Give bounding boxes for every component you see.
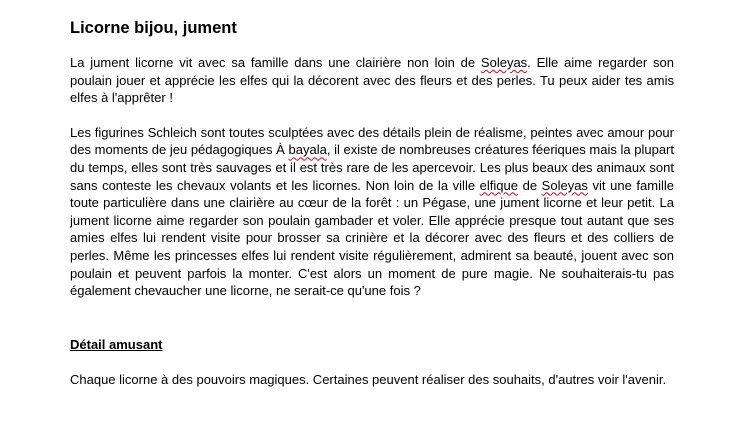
intro-text-1: La jument licorne vit avec sa famille dans une clairière non loin de [70,55,481,70]
description-text-1: Les figurines Schleich sont toutes sculptées avec des détails plein de réalisme, peintes avec amour pour des moments de jeu pédagogiques À [70,124,674,158]
spellcheck-word-soleyas-2: Soleyas [541,177,588,193]
document-title: Licorne bijou, jument [70,19,237,37]
fun-fact-paragraph: Chaque licorne à des pouvoirs magiques. Certaines peuvent réaliser des souhaits, d'autres voir l'avenir. [70,372,667,388]
spellcheck-word-bayala: bayala [288,142,327,158]
description-text-4: vit une famille toute particulière dans une clairière au cœur de la forêt : un Pégase, une jument licorne et leur petit. La jument licorne aime regarder son poulain gambader et voler. Elle apprécie presque tout autant que ses amies elfes lui rendent visite pour brosser sa crinière et la décorer avec des fleurs et des colliers de perles. Même les princesses elfes lui rendent visite régulièrement, admirent sa beauté, jouent avec son poulain et peuvent parfois la monter. C'est alors un moment de pure magie. Ne souhaiterais-tu pas également chevaucher une licorne, ne serait-ce qu'une fois ? [70,177,675,299]
intro-text-2: . Elle aime regarder son poulain jouer et apprécie les elfes qui la décorent avec des fleurs et des perles. Tu peux aider tes amis elfes à l'apprêter ! [70,55,674,106]
spellcheck-word-soleyas: Soleyas [480,55,528,70]
spellcheck-word-elfique: elfique [479,177,518,193]
document-page [70,17,674,389]
description-text-3: de [517,177,542,193]
description-text-2: , il existe de nombreuses créatures féeriques mais la plupart du temps, elles sont très sauvages et il est très rare de les apercevoir. Les plus beaux des animaux sont sans conteste les chevaux volants et les licornes. Non loin de la ville [70,142,674,193]
description-paragraph [70,124,674,300]
fun-fact-heading: Détail amusant [70,336,163,352]
intro-paragraph [70,54,674,107]
